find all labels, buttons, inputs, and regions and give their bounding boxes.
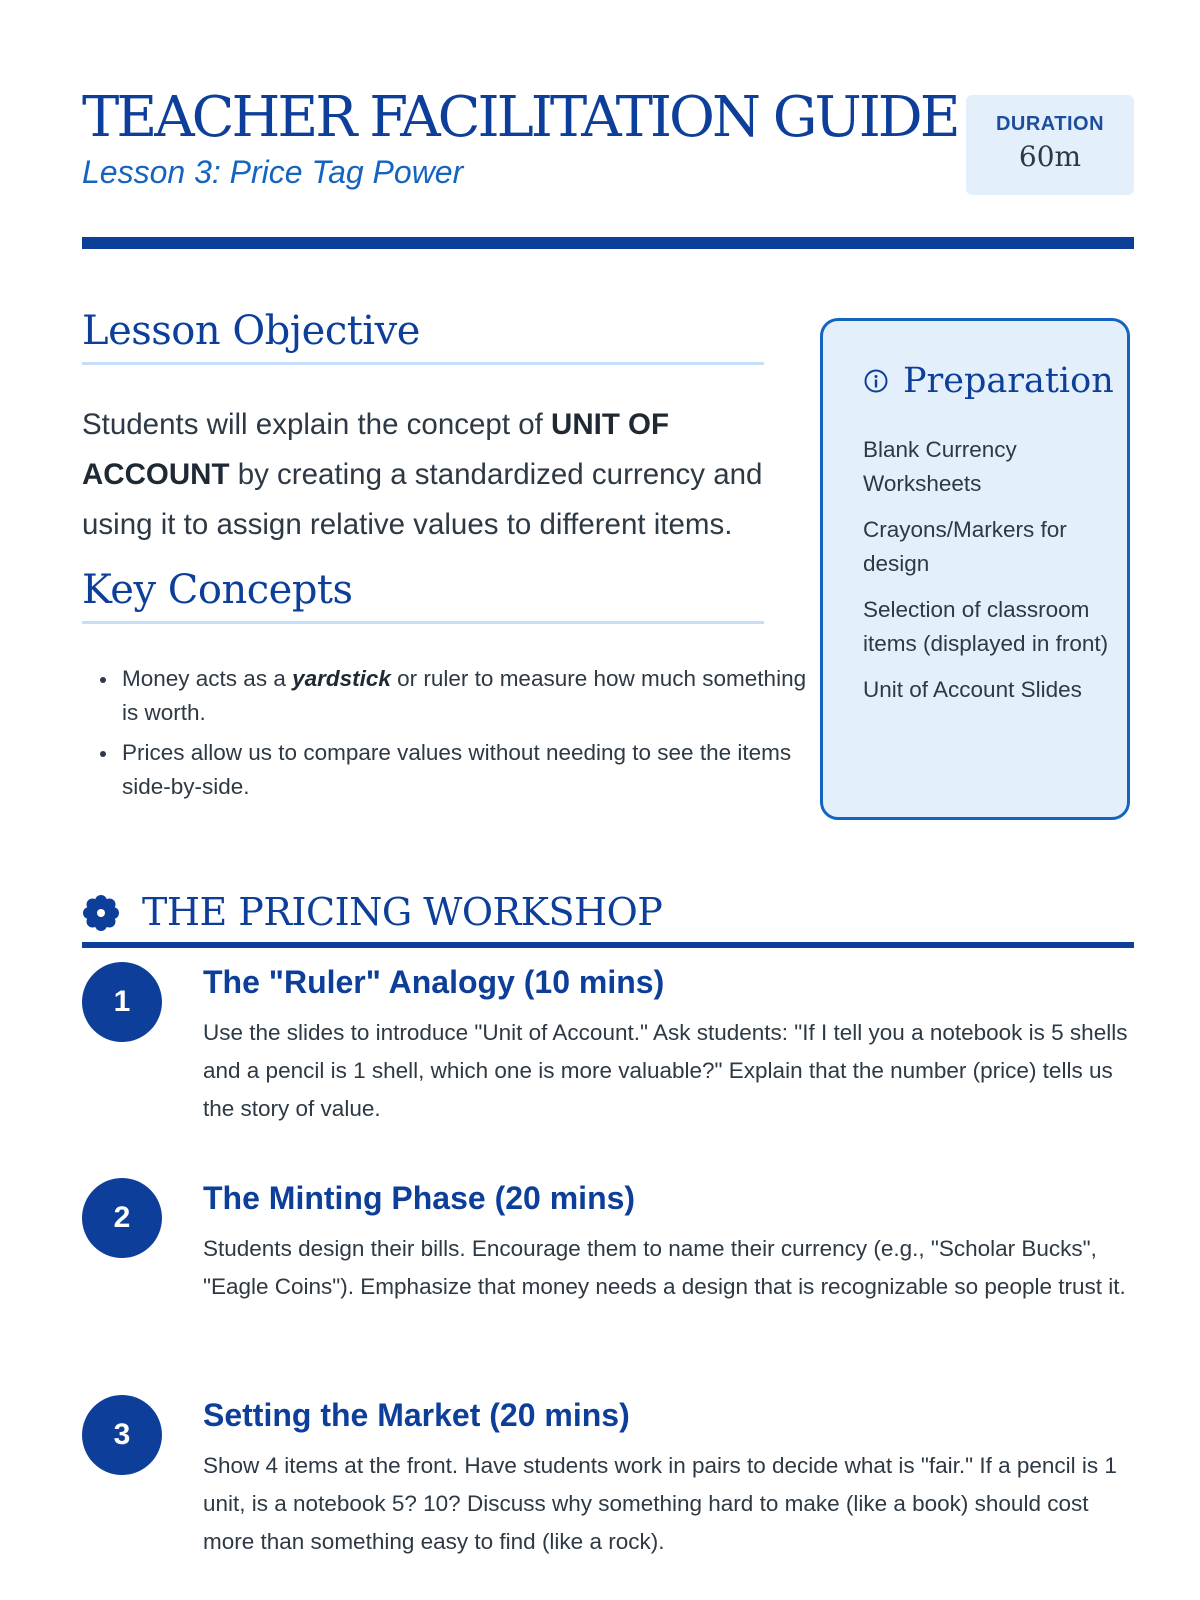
step-title: Setting the Market (20 mins) <box>203 1397 630 1433</box>
lesson-subtitle: Lesson 3: Price Tag Power <box>82 154 464 190</box>
list-item: Unit of Account Slides <box>863 677 1082 702</box>
header-divider <box>82 237 1134 249</box>
workshop-heading <box>82 888 1134 936</box>
list-item: Crayons/Markers for design <box>863 517 1067 576</box>
step-title: The Minting Phase (20 mins) <box>203 1180 636 1216</box>
page-title: TEACHER FACILITATION GUIDE <box>82 85 958 150</box>
step-number-badge: 1 <box>82 962 162 1042</box>
info-icon <box>863 368 889 394</box>
step-description: Use the slides to introduce "Unit of Account." Ask students: "If I tell you a notebook is 5 shells and a pencil is 1 shell, which one is more valuable?" Explain that the number (price) tells us the story of value. <box>203 1020 1128 1121</box>
duration-value: 60m <box>1018 140 1082 173</box>
concept-text: Prices allow us to compare values without needing to see the items side-by-side. <box>122 740 792 799</box>
objective-emphasis: UNIT OF ACCOUNT <box>82 408 670 491</box>
preparation-card <box>820 318 1130 820</box>
step-title: The "Ruler" Analogy (10 mins) <box>203 964 665 1000</box>
guide-header <box>82 86 1134 206</box>
duration-label: DURATION <box>995 113 1105 135</box>
objective-text <box>82 400 772 550</box>
list-item <box>122 736 812 804</box>
gear-icon <box>82 894 120 932</box>
objective-heading: Lesson Objective <box>82 306 764 365</box>
key-concepts-heading: Key Concepts <box>82 565 764 624</box>
concept-text-before: Money acts as a <box>122 666 293 691</box>
list-item <box>122 662 812 730</box>
step-description: Students design their bills. Encourage them to name their currency (e.g., "Scholar Bucks", "Eagle Coins"). Emphasize that money needs a design that is recognizable so people trust it. <box>203 1236 1126 1299</box>
guide-page <box>82 0 1134 1600</box>
workshop-title: THE PRICING WORKSHOP <box>142 890 663 934</box>
list-item: Blank Currency Worksheets <box>863 437 1017 496</box>
duration-badge <box>966 95 1134 195</box>
workshop-divider <box>82 942 1134 948</box>
preparation-list <box>863 433 1113 719</box>
objective-text-after: by creating a standardized currency and using it to assign relative values to different items. <box>82 458 763 541</box>
concept-text-after: or ruler to measure how much something is worth. <box>122 666 807 725</box>
objective-text-before: Students will explain the concept of <box>82 408 552 441</box>
preparation-title: Preparation <box>903 361 1114 401</box>
step-number-badge: 2 <box>82 1178 162 1258</box>
step-number-badge: 3 <box>82 1395 162 1475</box>
preparation-header <box>863 361 1114 401</box>
list-item: Selection of classroom items (displayed in front) <box>863 597 1109 656</box>
key-concepts-list <box>82 662 812 810</box>
step-description: Show 4 items at the front. Have students work in pairs to decide what is "fair." If a pencil is 1 unit, is a notebook 5? 10? Discuss why something hard to make (like a book) should cost more than something easy to find (like a rock). <box>203 1453 1117 1554</box>
concept-emphasis: yardstick <box>292 666 391 691</box>
